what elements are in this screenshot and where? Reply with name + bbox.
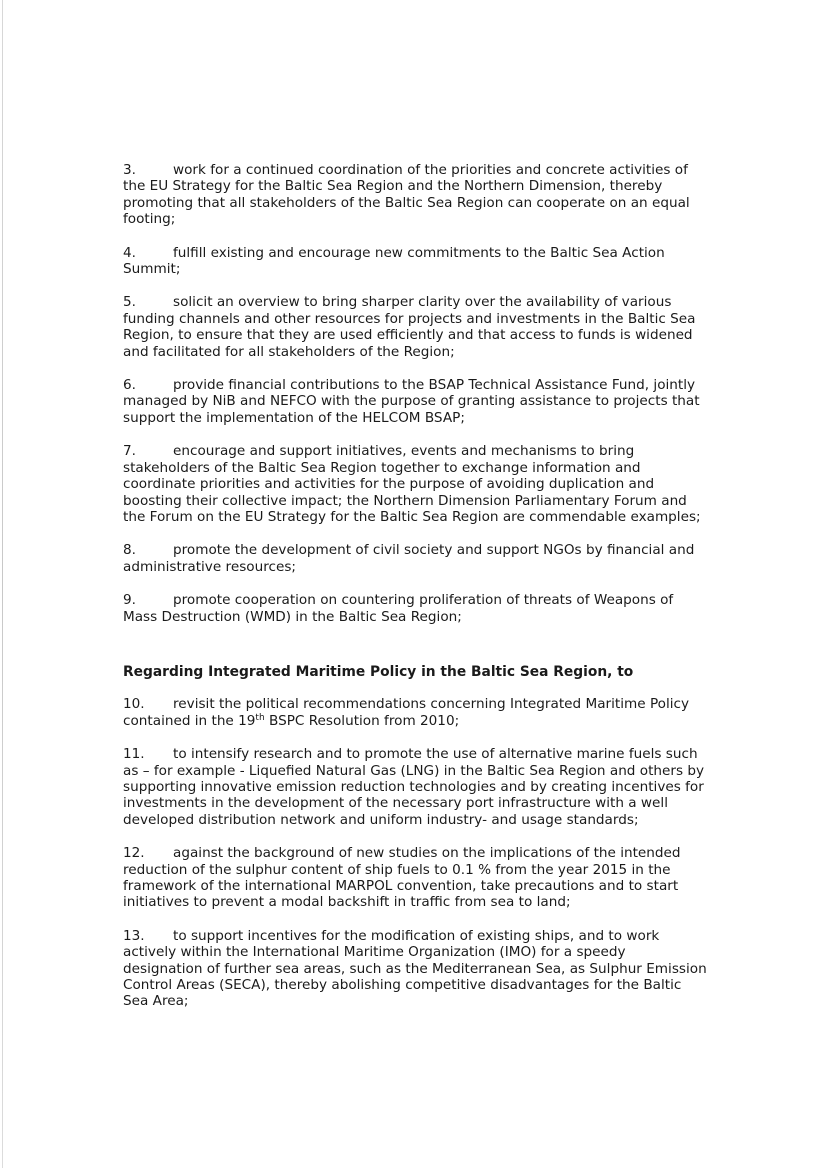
item-text: fulfill existing and encourage new commitments to the Baltic Sea Action Summit; <box>123 244 665 278</box>
item-text-before: revisit the political recommendations concerning Integrated Maritime Policy contained in the 19 <box>123 696 690 729</box>
list-item-8 <box>123 542 708 575</box>
section-heading: Regarding Integrated Maritime Policy in the Baltic Sea Region, to <box>123 663 634 680</box>
item-text: promote the development of civil society and support NGOs by financial and administrative resources; <box>123 542 695 575</box>
item-number: 4. <box>123 244 136 261</box>
item-text: provide financial contributions to the BSAP Technical Assistance Fund, jointly managed by NiB and NEFCO with the purpose of granting assistance to projects that support the implementation of the HELCOM BSAP; <box>123 377 700 426</box>
ordinal-superscript: th <box>255 712 265 723</box>
list-item-4 <box>123 245 708 278</box>
item-text: promote cooperation on countering proliferation of threats of Weapons of Mass Destruction (WMD) in the Baltic Sea Region; <box>123 592 674 625</box>
item-number: 5. <box>123 294 136 311</box>
item-text: against the background of new studies on the implications of the intended reduction of the sulphur content of ship fuels to 0.1 % from the year 2015 in the framework of the international MARPOL convention, take precautions and to start initiatives to prevent a modal backshift in traffic from sea to land; <box>123 845 681 911</box>
scan-edge-line <box>2 0 3 1168</box>
item-text: encourage and support initiatives, events and mechanisms to bring stakeholders of the Baltic Sea Region together to exchange information and coordinate priorities and activities for the purpose of avoiding duplication and boosting their collective impact; the Northern Dimension Parliamentary Forum and the Forum on the EU Strategy for the Baltic Sea Region are commendable examples; <box>123 443 701 525</box>
item-number: 7. <box>123 443 136 460</box>
item-number: 9. <box>123 592 136 609</box>
item-number: 13. <box>123 927 145 944</box>
item-number: 12. <box>123 845 145 862</box>
document-body <box>123 162 708 1027</box>
list-item-6 <box>123 377 708 426</box>
item-number: 11. <box>123 746 145 763</box>
item-number: 8. <box>123 542 136 559</box>
list-item-13 <box>123 928 708 1010</box>
item-text: to intensify research and to promote the use of alternative marine fuels such as – for example - Liquefied Natural Gas (LNG) in the Baltic Sea Region and others by supporting innovative emission reduction technologies and by creating incentives for investments in the development of the necessary port infrastructure with a well developed distribution network and uniform industry- and usage standards; <box>123 746 705 828</box>
list-item-9 <box>123 592 708 625</box>
list-item-7 <box>123 443 708 525</box>
item-text: work for a continued coordination of the priorities and concrete activities of the EU Strategy for the Baltic Sea Region and the Northern Dimension, thereby promoting that all stakeholders of the Baltic Sea Region can cooperate on an equal footing; <box>123 162 690 228</box>
item-number: 10. <box>123 696 145 713</box>
list-item-11 <box>123 746 708 828</box>
item-text-after: BSPC Resolution from 2010; <box>264 712 460 729</box>
list-item-10 <box>123 696 708 729</box>
item-number: 6. <box>123 377 136 394</box>
list-item-12 <box>123 845 708 911</box>
list-item-3 <box>123 162 708 228</box>
item-text: solicit an overview to bring sharper clarity over the availability of various funding channels and other resources for projects and investments in the Baltic Sea Region, to ensure that they are used efficiently and that access to funds is widened and facilitated for all stakeholders of the Region; <box>123 294 696 360</box>
item-number: 3. <box>123 162 136 178</box>
item-text: to support incentives for the modification of existing ships, and to work actively within the International Maritime Organization (IMO) for a speedy designation of further sea areas, such as the Mediterranean Sea, as Sulphur Emission Control Areas (SECA), thereby abolishing competitive disadvantages for the Baltic Sea Area; <box>123 927 707 1010</box>
list-item-5 <box>123 294 708 360</box>
